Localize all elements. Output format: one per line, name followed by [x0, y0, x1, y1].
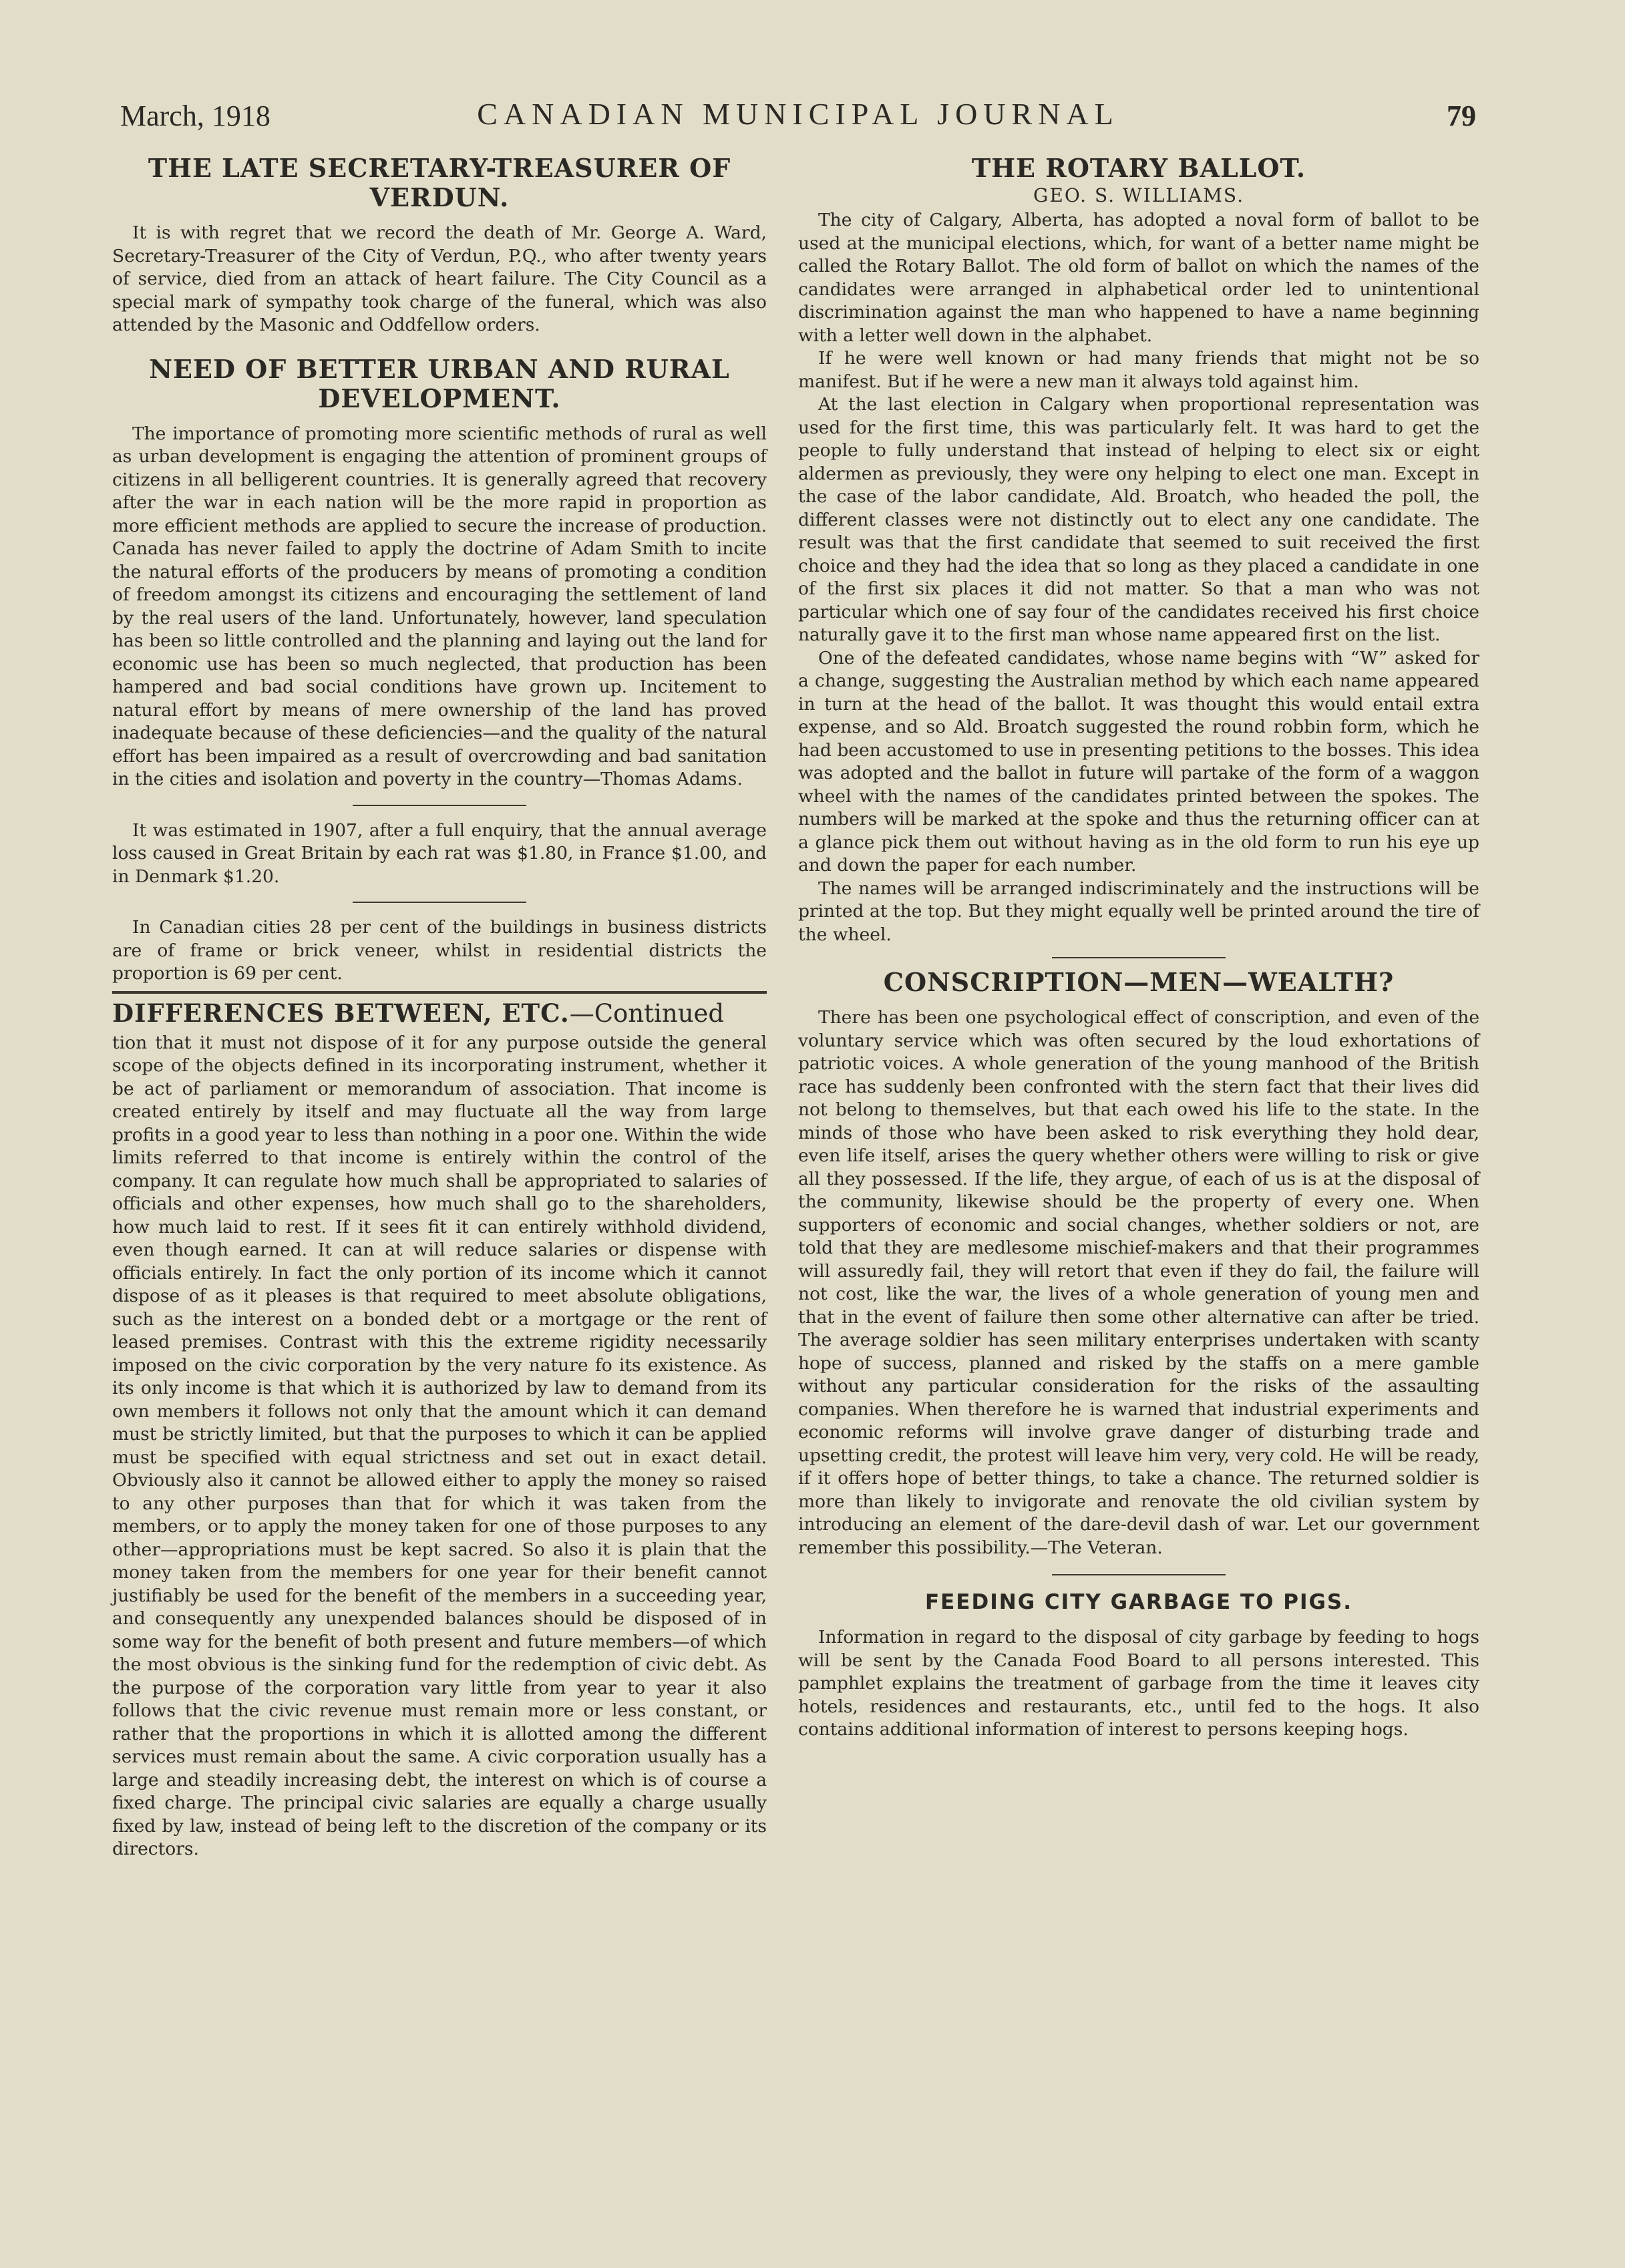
issue-date: March, 1918	[120, 100, 270, 132]
article-title: CONSCRIPTION—MEN—WEALTH?	[883, 967, 1395, 997]
page-number: 79	[1447, 100, 1476, 132]
paragraph: One of the defeated candidates, whose name begins with “W” asked for a change, suggesting the Australian method by which each name appeared in turn at the head of the ballot. It was thought this would entail extra expense, and so Ald. Broatch suggested the round robbin form, which he had been accustomed to use in presenting petitions to the bosses. This idea was adopted and the ballot in future will partake of the form of a waggon wheel with the names of the candidates printed between the spokes. The numbers will be marked at the spoke and thus the returning officer can at a glance pick them out without having as in the old form to run his eye up and down the paper for each number.	[798, 647, 1479, 876]
divider	[353, 805, 526, 806]
byline: GEO. S. WILLIAMS.	[1033, 184, 1244, 206]
paragraph: If he were well known or had many friends that might not be so manifest. But if he were a new man it always told against him.	[798, 348, 1479, 392]
section-divider	[112, 991, 767, 994]
article-body: tion that it must not dispose of it for any purpose outside the general scope of the objects defined in its incorporating instrument, whether it be act of parliament or memorandum of association. That income is created entirely by itself and may fluctuate all the way from large profits in a good year to less than nothing in a poor one. Within the wide limits referred to that income is entirely within the control of the company. It can regulate how much shall be appropriated to salaries of officials and other expenses, how much shall go to the shareholders, how much laid to rest. If it sees fit it can entirely withhold dividend, even though earned. It can at will reduce salaries or dispense with officials entirely. In fact the only portion of its income which it cannot dispose of as it pleases is that required to meet absolute obligations, such as the interest on a bonded debt or a mortgage or the rent of leased premises. Contrast with this the extreme rigidity necessarily imposed on the civic corporation by the very nature fo its existence. As its only income is that which it is authorized by law to demand from its own members it follows not only that the amount which it can demand must be strictly limited, but that the purposes to which it can be applied must be specified with equal strictness and set out in exact detail. Obviously also it cannot be allowed either to apply the money so raised to any other purposes than that for which it was taken from the members, or to apply the money taken for one of those purposes to any other—appropriations must be kept sacred. So also it is plain that the money taken from the members for one year for their benefit cannot justifiably be used for the benefit of the members in a succeeding year, and consequently any unexpended balances should be disposed of in some way for the benefit of both present and future members—of which the most obvious is the sinking fund for the redemption of civic debt. As the purpose of the corporation vary little from year to year it also follows that the civic revenue must remain more or less constant, or rather that the proportions in which it is allotted among the different services must remain about the same. A civic corporation usually has a large and steadily increasing debt, the interest on which is of course a fixed charge. The principal civic salaries are equally a charge usually fixed by law, instead of being left to the discretion of the company or its directors.	[112, 1032, 767, 1859]
article-title	[112, 998, 767, 1029]
article-urban-rural	[112, 355, 767, 791]
article-conscription	[798, 968, 1479, 1559]
article-garbage	[798, 1587, 1479, 1742]
article-verdun	[112, 154, 767, 337]
title-continued: —Continued	[569, 998, 725, 1028]
article-title: NEED OF BETTER URBAN AND RURAL DEVELOPMENT.	[149, 353, 730, 413]
article-rotary-ballot	[798, 154, 1479, 946]
article-body: Information in regard to the disposal of city garbage by feeding to hogs will be sent by the Canada Food Board to all persons interested. This pamphlet explains the treatment of garbage from the time it leaves city hotels, residences and restaurants, etc., until fed to the hogs. It also contains additional information of interest to persons keeping hogs.	[798, 1627, 1479, 1740]
divider	[1052, 957, 1226, 958]
rat-loss-note: It was estimated in 1907, after a full enquiry, that the annual average loss caused in Great Britain by each rat was $1.80, in France $1.00, and in Denmark $1.20.	[112, 819, 767, 887]
journal-title: CANADIAN MUNICIPAL JOURNAL	[477, 97, 1119, 131]
divider	[1052, 1574, 1226, 1575]
page-header	[120, 93, 1476, 140]
buildings-note: In Canadian cities 28 per cent of the buildings in business districts are of frame or brick veneer, whilst in residential districts the proportion is 69 per cent.	[112, 917, 767, 984]
paragraph: The names will be arranged indiscriminately and the instructions will be printed at the top. But they might equally well be printed around the tire of the wheel.	[798, 878, 1479, 945]
divider	[353, 902, 526, 903]
paragraph: At the last election in Calgary when proportional representation was used for the first time, this was particularly felt. It was hard to get the people to fully understand that instead of helping to elect six or eight aldermen as previously, they were ony helping to elect one man. Except in the case of the labor candidate, Ald. Broatch, who headed the poll, the different classes were not distinctly out to elect any one candidate. The result was that the first candidate that seemed to suit received the first choice and they had the idea that so long as they placed a candidate in one of the first six places it did not matter. So that a man who was not particular which one of say four of the candidates received his first choice naturally gave it to the first man whose name appeared first on the list.	[798, 394, 1479, 645]
left-column	[112, 154, 767, 1861]
article-title: FEEDING CITY GARBAGE TO PIGS.	[924, 1590, 1353, 1614]
right-column	[798, 154, 1479, 1742]
article-title: THE LATE SECRETARY-TREASURER OF VERDUN.	[148, 153, 731, 212]
article-body: It is with regret that we record the death of Mr. George A. Ward, Secretary-Treasurer of the City of Verdun, P.Q., who after twenty years of service, died from an attack of heart failure. The City Council as a special mark of sympathy took charge of the funeral, which was also attended by the Masonic and Oddfellow orders.	[112, 222, 767, 335]
article-differences	[112, 998, 767, 1861]
paragraph: The city of Calgary, Alberta, has adopted a noval form of ballot to be used at the municipal elections, which, for want of a better name might be called the Rotary Ballot. The old form of ballot on which the names of the candidates were arranged in alphabetical order led to unintentional discrimination against the man who happened to have a name beginning with a letter well down in the alphabet.	[798, 210, 1479, 346]
article-body: The importance of promoting more scientific methods of rural as well as urban development is engaging the attention of prominent groups of citizens in all belligerent countries. It is generally agreed that recovery after the war in each nation will be the more rapid in proportion as more efficient methods are applied to secure the increase of production. Canada has never failed to apply the doctrine of Adam Smith to incite the natural efforts of the producers by means of promoting a condition of freedom amongst its citizens and encouraging the settlement of land by the real users of the land. Unfortunately, however, land speculation has been so little controlled and the planning and laying out the land for economic use has been so much neglected, that production has been hampered and bad social conditions have grown up. Incitement to natural effort by means of mere ownership of the land has proved inadequate because of these deficiencies—and the quality of the natural effort has been impaired as a result of overcrowding and bad sanitation in the cities and isolation and poverty in the country—Thomas Adams.	[112, 423, 767, 789]
article-body: There has been one psychological effect of conscription, and even of the voluntary service which was often secured by the loud exhortations of patriotic voices. A whole generation of the young manhood of the British race has suddenly been confronted with the stern fact that their lives did not belong to themselves, but that each owed his life to the state. In the minds of those who have been asked to risk everything they hold dear, even life itself, arises the query whether others were willing to risk or give all they possessed. If the life, they argue, of each of us is at the disposal of the community, likewise should be the property of every one. When supporters of economic and social changes, whether soldiers or not, are told that they are medlesome mischief-makers and that their programmes will assuredly fail, they will retort that even if they do fail, the failure will not cost, like the war, the lives of a whole generation of young men and that in the event of failure then some other alternative can after be tried. The average soldier has seen military enterprises undertaken with scanty hope of success, planned and risked by the staffs on a mere gamble without any particular consideration for the risks of the assaulting companies. When therefore he is warned that industrial experiments and economic reforms will involve grave danger of disturbing trade and upsetting credit, the protest will leave him very, very cold. He will be ready, if it offers hope of better things, to take a chance. The returned soldier is more than likely to invigorate and renovate the old civilian system by introducing an element of the dare-devil dash of war. Let our government remember this possibility.—The Veteran.	[798, 1007, 1479, 1558]
title-main: DIFFERENCES BETWEEN, ETC.	[112, 998, 570, 1028]
article-title: THE ROTARY BALLOT.	[971, 153, 1306, 183]
